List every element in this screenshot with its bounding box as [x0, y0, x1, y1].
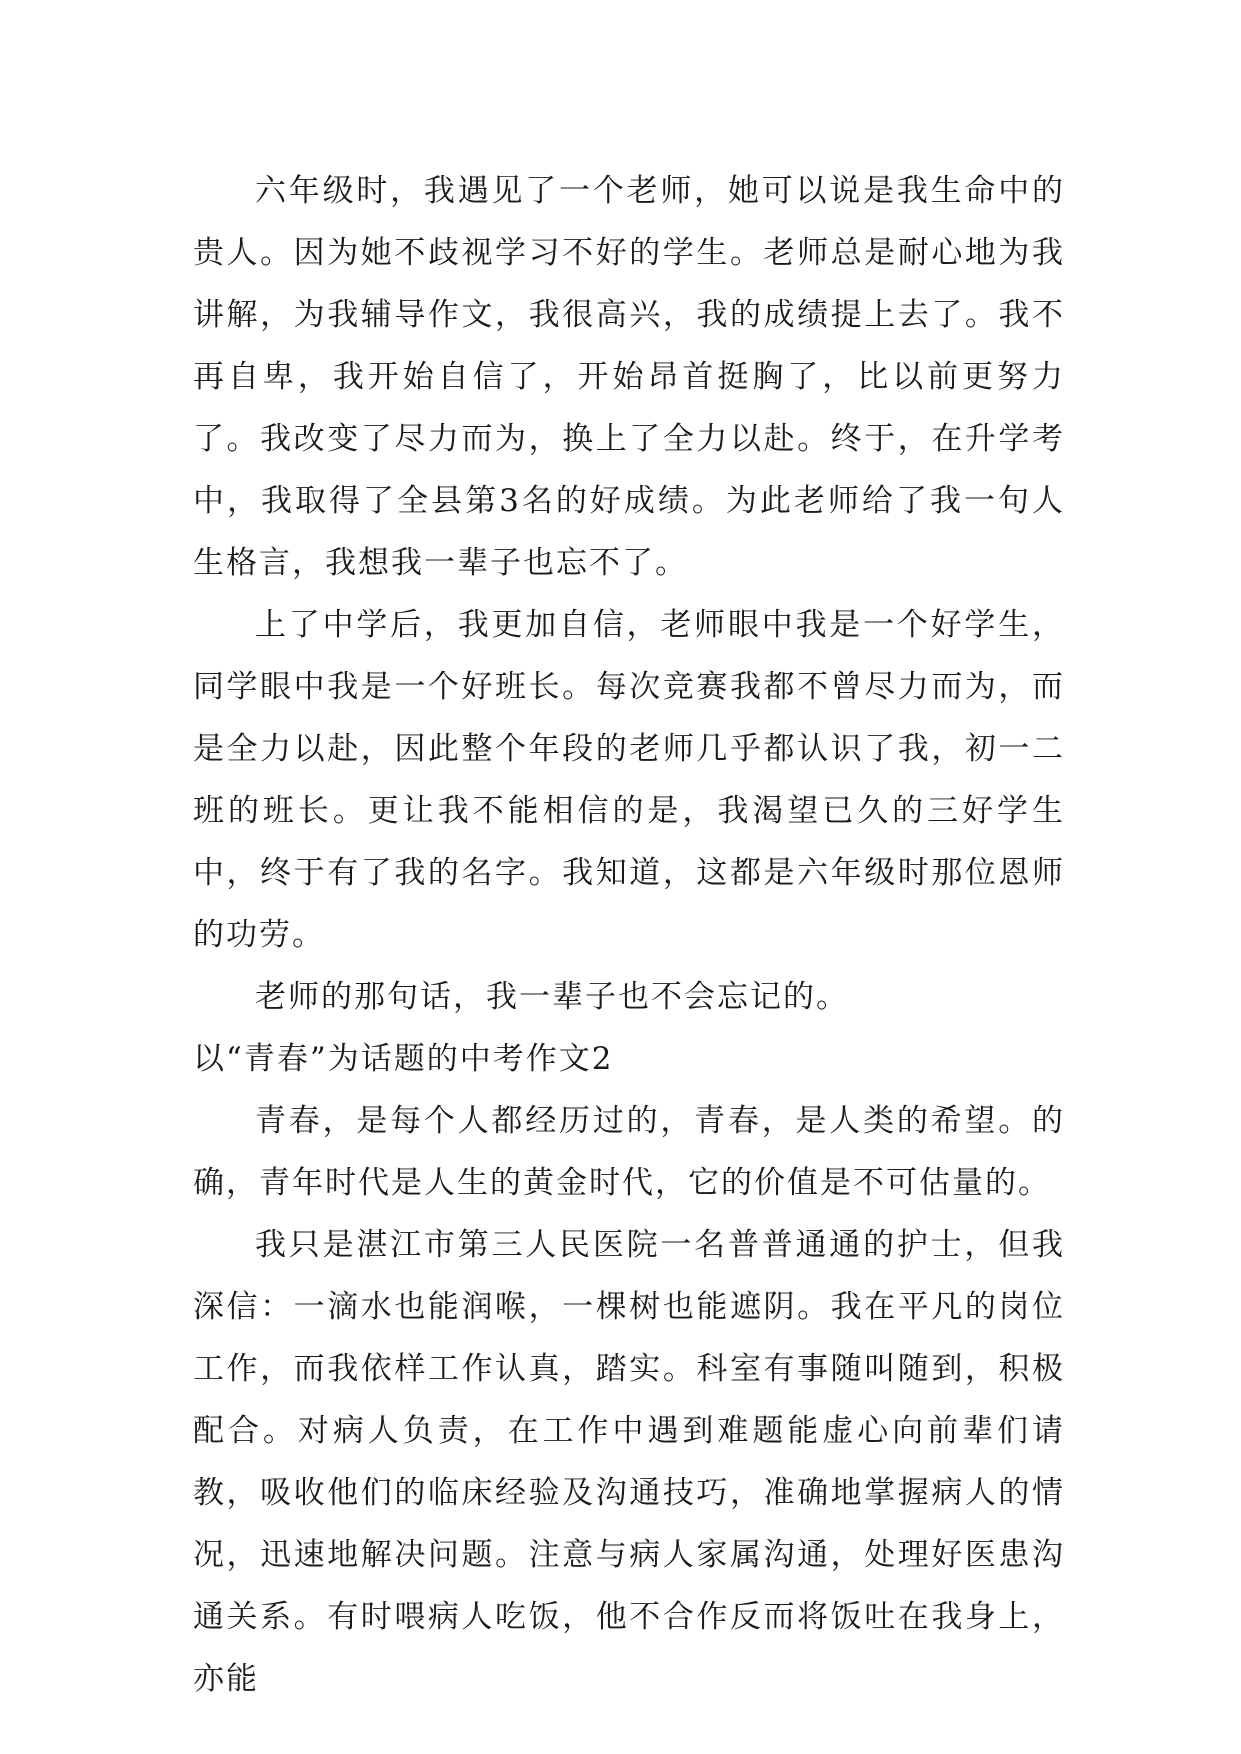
paragraph-nurse-work: 我只是湛江市第三人民医院一名普普通通的护士，但我深信：一滴水也能润喉，一棵树也能遮阴。我在平凡的岗位工作，而我依样工作认真，踏实。科室有事随叫随到，积极配合。对病人负责，在工作中遇到难题能虚心向前辈们请教，吸收他们的临床经验及沟通技巧，准确地掌握病人的情况，迅速地解决问题。注意与病人家属沟通，处理好医患沟通关系。有时喂病人吃饭，他不合作反而将饭吐在我身上，亦能: [193, 1227, 1065, 1697]
paragraph-teacher-words: 老师的那句话，我一辈子也不会忘记的。: [255, 979, 849, 1015]
document-body: [193, 160, 1065, 1710]
paragraph-teacher-encounter: 六年级时，我遇见了一个老师，她可以说是我生命中的贵人。因为她不歧视学习不好的学生。老师总是耐心地为我讲解，为我辅导作文，我很高兴，我的成绩提上去了。我不再自卑，我开始自信了，开始昂首挺胸了，比以前更努力了。我改变了尽力而为，换上了全力以赴。终于，在升学考中，我取得了全县第3名的好成绩。为此老师给了我一句人生格言，我想我一辈子也忘不了。: [193, 173, 1065, 581]
essay-heading: 以“青春”为话题的中考作文2: [193, 1041, 614, 1077]
paragraph-middle-school: 上了中学后，我更加自信，老师眼中我是一个好学生，同学眼中我是一个好班长。每次竞赛我都不曾尽力而为，而是全力以赴，因此整个年段的老师几乎都认识了我，初一二班的班长。更让我不能相信的是，我渴望已久的三好学生中，终于有了我的名字。我知道，这都是六年级时那位恩师的功劳。: [193, 607, 1065, 953]
paragraph-youth-hope: 青春，是每个人都经历过的，青春，是人类的希望。的确，青年时代是人生的黄金时代，它的价值是不可估量的。: [193, 1103, 1065, 1201]
